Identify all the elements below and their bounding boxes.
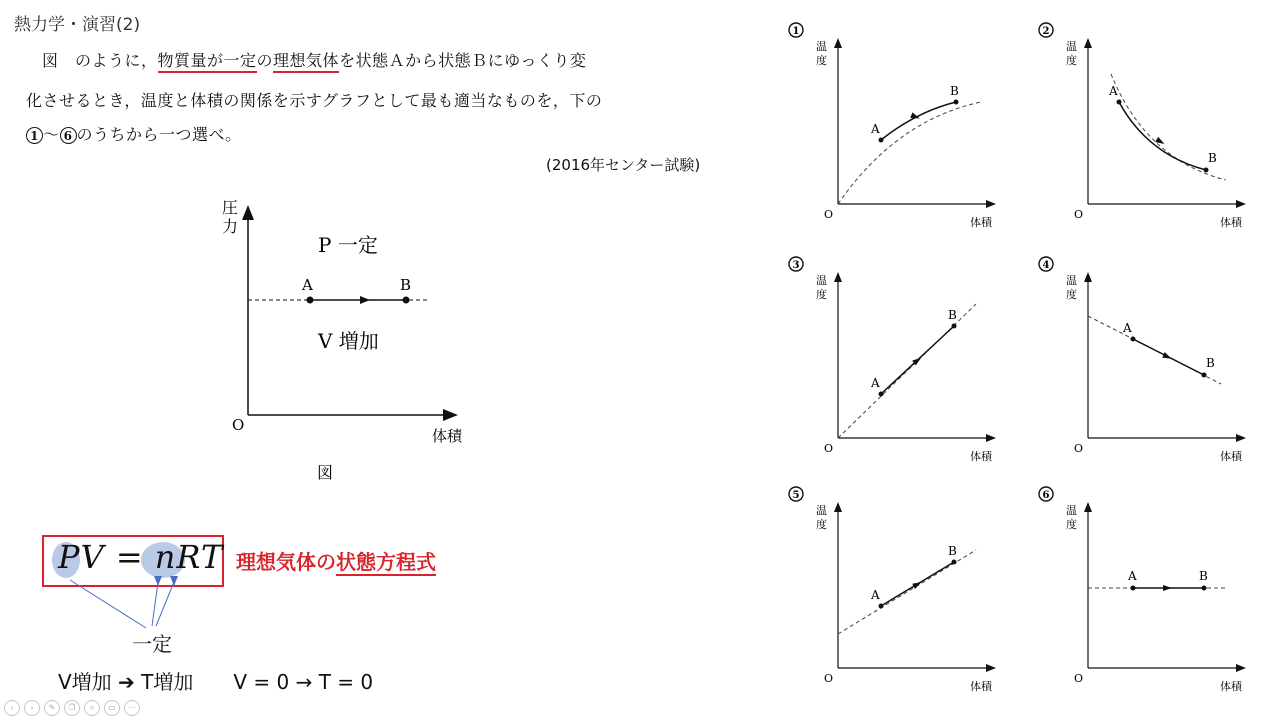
pointer-line-n bbox=[152, 582, 158, 626]
point-a bbox=[1117, 100, 1122, 105]
y-axis-label-2: 力 bbox=[222, 217, 239, 236]
option-number: 2 bbox=[1042, 26, 1050, 37]
process-curve bbox=[1119, 102, 1206, 170]
origin-label: O bbox=[1074, 672, 1084, 685]
point-b bbox=[1204, 168, 1209, 173]
question-line-2: 化させるとき，温度と体積の関係を示すグラフとして最も適当なものを，下の bbox=[26, 91, 603, 110]
pen-icon[interactable]: ✎ bbox=[44, 700, 60, 716]
label-a: A bbox=[871, 376, 880, 390]
x-axis-arrow bbox=[986, 200, 996, 208]
constant-label: 一定 bbox=[132, 632, 172, 656]
question-text: のうちから一つ選べ。 bbox=[76, 125, 242, 144]
label-b: B bbox=[948, 308, 957, 322]
option-number: 6 bbox=[1042, 490, 1050, 501]
y-axis-label-1: 温 bbox=[1066, 40, 1077, 53]
direction-arrow bbox=[1162, 352, 1173, 361]
y-axis-label-2: 度 bbox=[1066, 288, 1077, 301]
y-axis-label-2: 度 bbox=[1066, 54, 1077, 67]
option-number: 3 bbox=[792, 260, 800, 271]
y-axis-label-1: 温 bbox=[816, 40, 827, 53]
p-const-label: P 一定 bbox=[318, 233, 378, 257]
next-slide-icon[interactable]: › bbox=[24, 700, 40, 716]
y-axis-arrow bbox=[1084, 502, 1092, 512]
ideal-gas-equation: PV = nRT bbox=[58, 538, 224, 576]
underlined-ideal-gas: 理想気体 bbox=[273, 51, 339, 73]
direction-arrow bbox=[360, 296, 370, 304]
y-axis-label-1: 温 bbox=[1066, 504, 1077, 517]
label-b: B bbox=[950, 84, 959, 98]
slide-toolbar bbox=[4, 700, 140, 716]
label-b: B bbox=[400, 276, 412, 294]
y-axis-label-1: 温 bbox=[816, 504, 827, 517]
dashed-curve bbox=[838, 102, 981, 204]
underlined-amount-constant: 物質量が一定 bbox=[158, 51, 257, 73]
zoom-icon[interactable]: ⌕ bbox=[84, 700, 100, 716]
question-text: を状態Ａから状態Ｂにゆっくり変 bbox=[339, 51, 587, 70]
y-axis-label-2: 度 bbox=[1066, 518, 1077, 531]
option-graph-3 bbox=[786, 254, 1016, 464]
y-axis-label-2: 度 bbox=[816, 54, 827, 67]
label-b: B bbox=[1206, 356, 1215, 370]
pointer-arrow bbox=[170, 576, 178, 586]
option-graph-5 bbox=[786, 484, 1016, 694]
x-axis-label: 体積 bbox=[970, 216, 992, 229]
question-line-1 bbox=[42, 48, 586, 71]
option-graph-6 bbox=[1036, 484, 1266, 694]
option-graph-4 bbox=[1036, 254, 1266, 464]
origin-label: O bbox=[1074, 208, 1084, 221]
x-axis-arrow bbox=[986, 664, 996, 672]
y-axis-arrow bbox=[834, 38, 842, 48]
x-axis-label: 体積 bbox=[970, 680, 992, 693]
x-axis-arrow bbox=[1236, 434, 1246, 442]
x-axis-label: 体積 bbox=[1220, 680, 1242, 693]
point-b bbox=[952, 324, 957, 329]
origin-label: O bbox=[824, 672, 834, 685]
point-a bbox=[879, 138, 884, 143]
y-axis-label-2: 度 bbox=[816, 518, 827, 531]
y-axis-arrow bbox=[834, 272, 842, 282]
label-a: A bbox=[871, 588, 880, 602]
prev-slide-icon[interactable]: ‹ bbox=[4, 700, 20, 716]
point-b bbox=[954, 100, 959, 105]
label-a: A bbox=[1109, 84, 1118, 98]
option-number: 4 bbox=[1042, 260, 1050, 271]
question-text: の bbox=[256, 51, 274, 70]
label-b: B bbox=[1208, 151, 1217, 165]
pointer-arrow bbox=[154, 576, 162, 586]
y-axis-label-1: 温 bbox=[816, 274, 827, 287]
y-axis-label-1: 温 bbox=[1066, 274, 1077, 287]
point-a bbox=[879, 392, 884, 397]
label-b: B bbox=[948, 544, 957, 558]
v-increase-label: V 増加 bbox=[318, 329, 379, 353]
direction-arrow bbox=[1155, 137, 1166, 147]
circled-number-1: 1 bbox=[26, 127, 43, 144]
point-b bbox=[1202, 586, 1207, 591]
pv-figure bbox=[220, 190, 480, 490]
y-axis-arrow bbox=[1084, 272, 1092, 282]
label-b: B bbox=[1199, 569, 1208, 583]
x-axis-label: 体積 bbox=[1220, 216, 1242, 229]
pointer-line-r bbox=[156, 582, 174, 626]
x-axis-label: 体積 bbox=[1220, 450, 1242, 463]
screen-icon[interactable]: ▭ bbox=[104, 700, 120, 716]
y-axis-label-1: 圧 bbox=[222, 198, 239, 217]
equation-label-text: 理想気体の bbox=[236, 550, 336, 574]
option-graph-2 bbox=[1036, 20, 1266, 230]
question-line-3 bbox=[26, 122, 242, 145]
origin-label: O bbox=[824, 442, 834, 455]
point-a bbox=[1131, 586, 1136, 591]
x-axis-arrow bbox=[1236, 200, 1246, 208]
label-a: A bbox=[302, 276, 313, 294]
point-b bbox=[403, 297, 410, 304]
page-title: 熱力学・演習(2) bbox=[14, 15, 141, 35]
point-b bbox=[952, 560, 957, 565]
label-a: A bbox=[1128, 569, 1137, 583]
point-a bbox=[1131, 337, 1136, 342]
y-axis-arrow bbox=[1084, 38, 1092, 48]
option-number: 5 bbox=[792, 490, 800, 501]
point-a bbox=[879, 604, 884, 609]
origin-label: O bbox=[1074, 442, 1084, 455]
point-a bbox=[307, 297, 314, 304]
direction-arrow bbox=[1163, 585, 1172, 591]
more-icon[interactable]: ⋯ bbox=[124, 700, 140, 716]
origin-label: O bbox=[232, 416, 245, 434]
conclusion-text: V増加 ➔ T増加 V = 0 → T = 0 bbox=[58, 670, 374, 694]
y-axis-label-2: 度 bbox=[816, 288, 827, 301]
x-axis-arrow bbox=[1236, 664, 1246, 672]
copy-icon[interactable]: ❐ bbox=[64, 700, 80, 716]
option-graph-1 bbox=[786, 20, 1016, 230]
point-b bbox=[1202, 373, 1207, 378]
y-axis-arrow bbox=[834, 502, 842, 512]
x-axis-label: 体積 bbox=[970, 450, 992, 463]
equation-label bbox=[236, 546, 436, 575]
label-a: A bbox=[1123, 321, 1132, 335]
pointer-line-p bbox=[70, 580, 146, 628]
question-text: 図 のように， bbox=[42, 51, 158, 70]
x-axis-label: 体積 bbox=[432, 427, 463, 445]
process-curve bbox=[881, 102, 956, 140]
circled-number-6: 6 bbox=[60, 127, 77, 144]
origin-label: O bbox=[824, 208, 834, 221]
x-axis-arrow bbox=[986, 434, 996, 442]
exam-source: (2016年センター試験) bbox=[546, 156, 701, 174]
equation-label-underlined: 状態方程式 bbox=[336, 550, 436, 574]
label-a: A bbox=[871, 122, 880, 136]
tilde: ～ bbox=[43, 125, 60, 144]
figure-caption: 図 bbox=[317, 463, 334, 482]
option-number: 1 bbox=[792, 26, 800, 37]
